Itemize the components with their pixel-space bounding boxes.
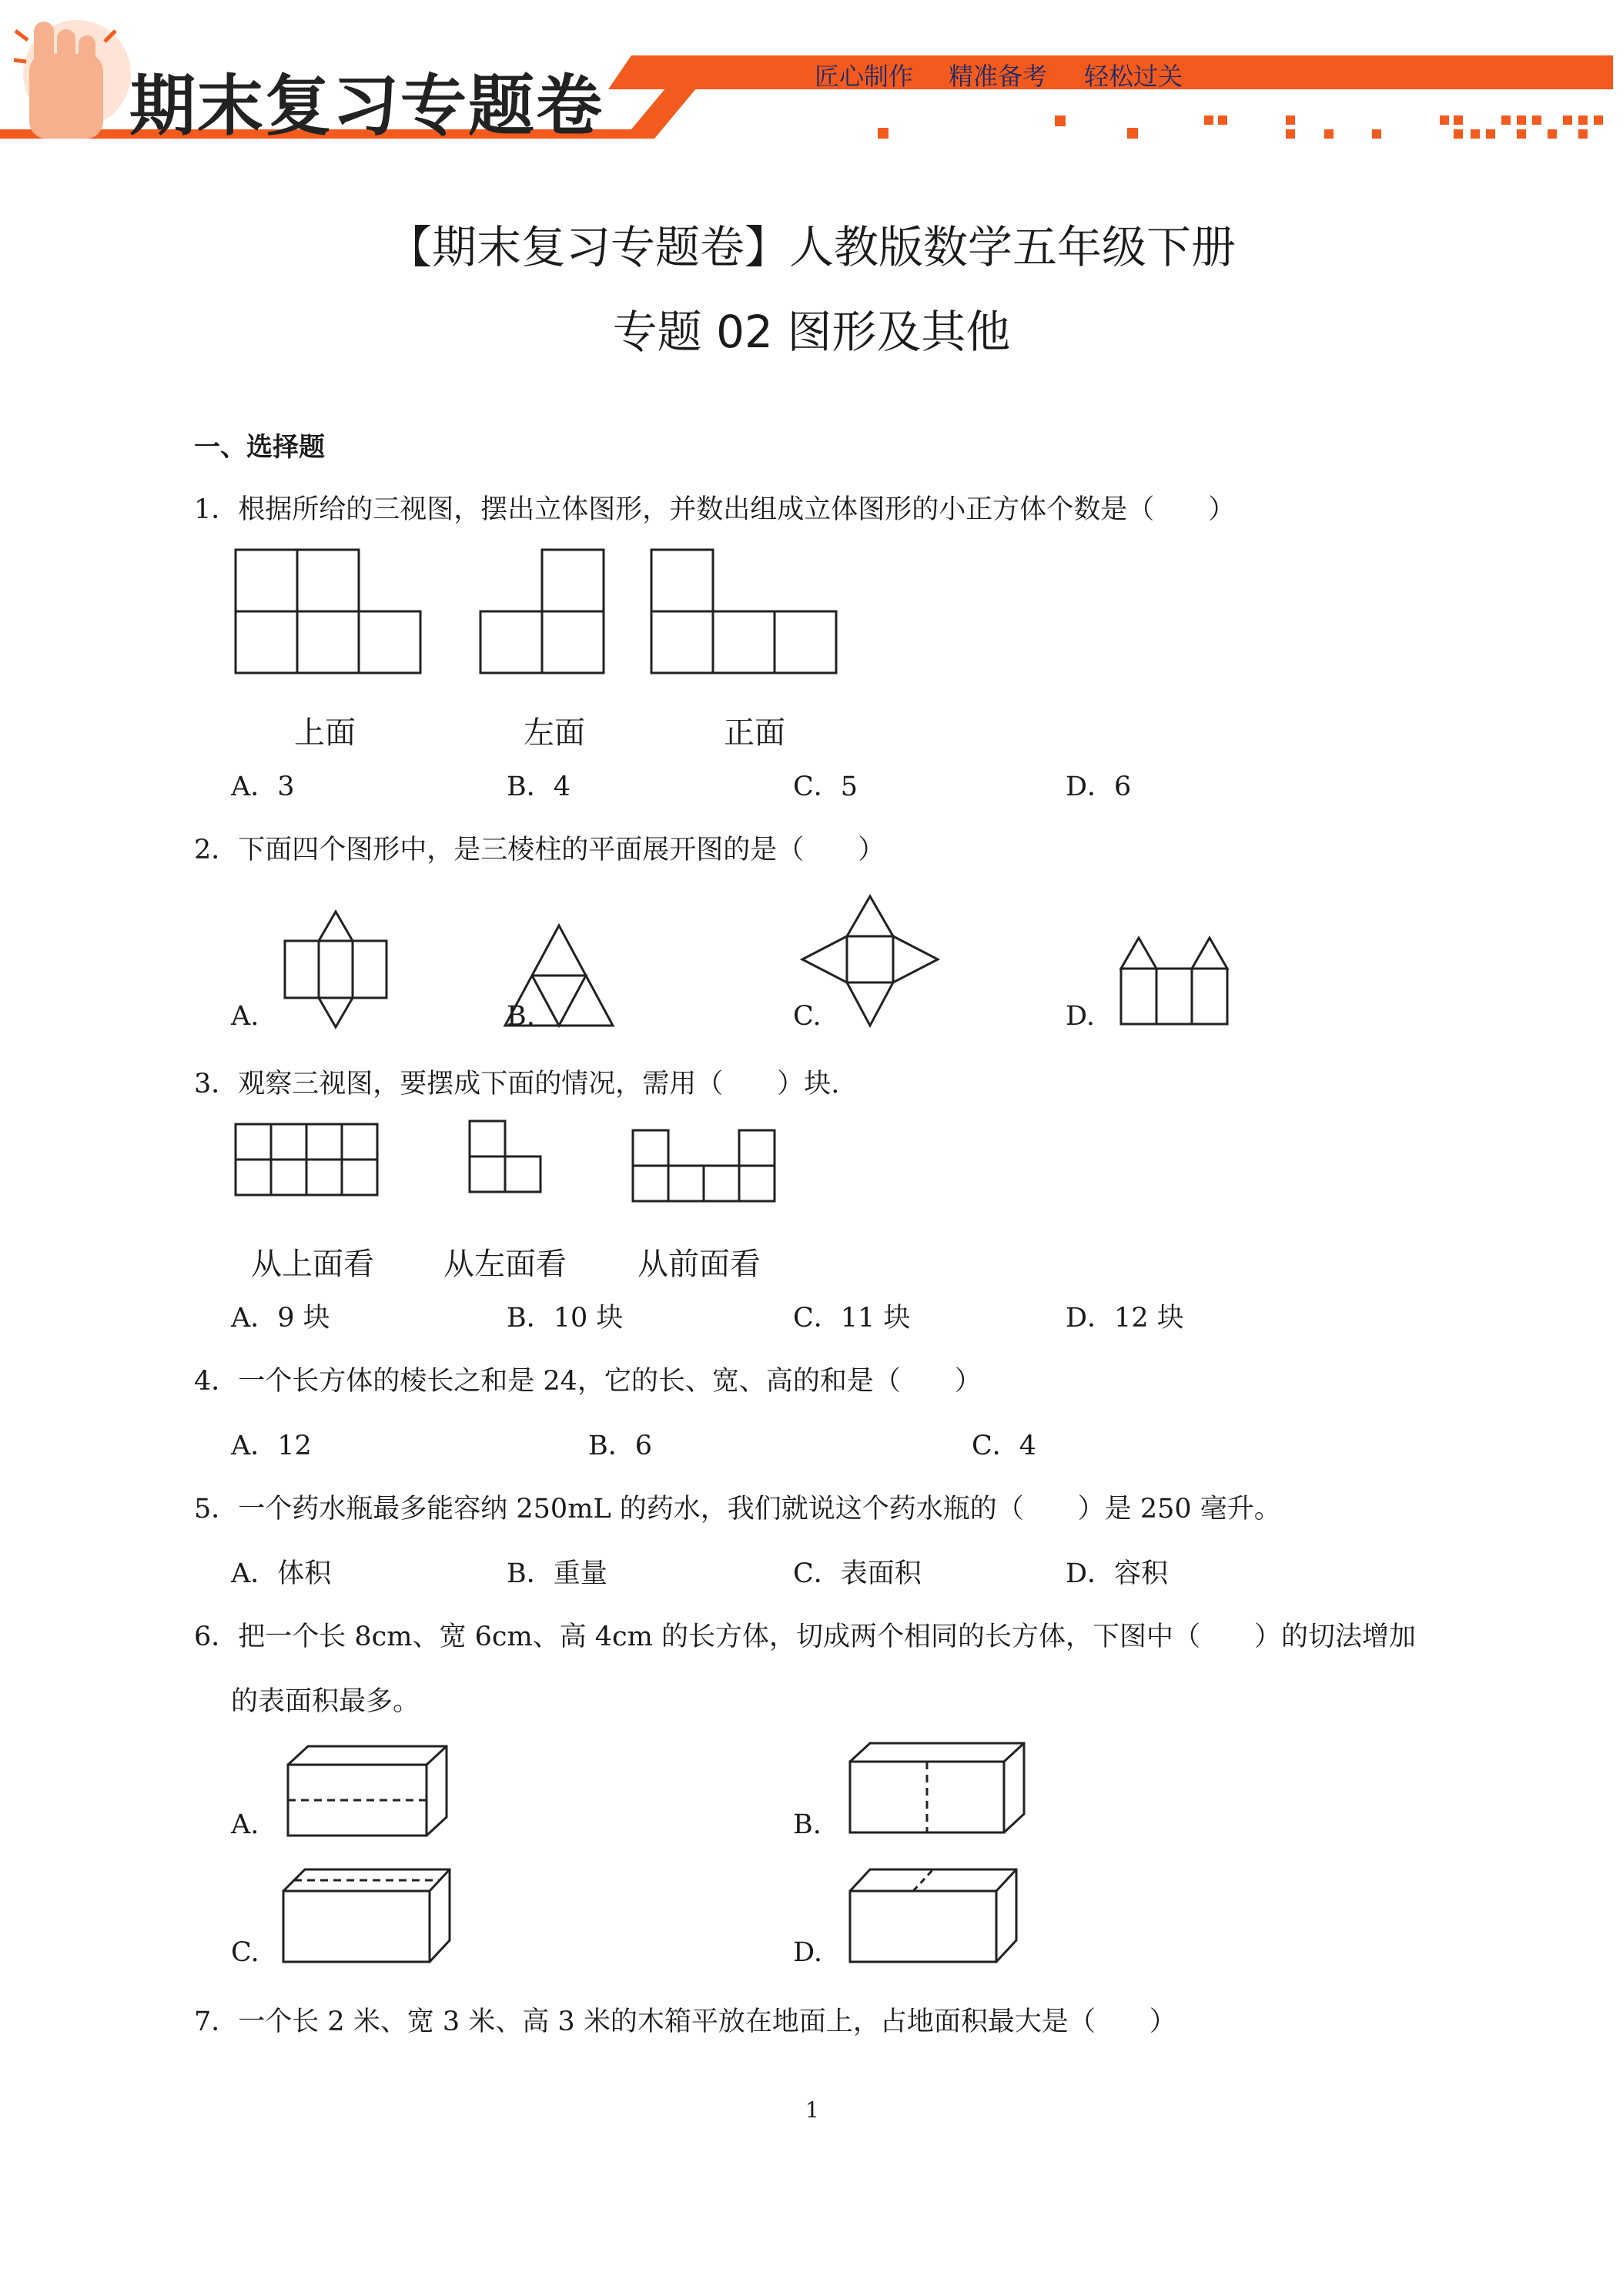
q1-view-front-label: 正面 — [724, 715, 785, 751]
q5-option-c: C．表面积 — [793, 1558, 922, 1589]
banner-slogan-1: 匠心制作 — [815, 62, 914, 91]
q6-option-a: A. — [231, 1809, 259, 1840]
q3-option-a: A．9 块 — [231, 1303, 330, 1334]
q4-option-a: A．12 — [231, 1431, 312, 1461]
q1-option-a: A．3 — [231, 771, 295, 802]
doc-subtitle: 专题 02 图形及其他 — [612, 306, 1011, 358]
q4-option-b: B．6 — [588, 1431, 652, 1461]
q6-option-c: C. — [231, 1937, 259, 1968]
q3-view-left-label: 从左面看 — [443, 1247, 567, 1282]
q1-option-b: B．4 — [507, 771, 571, 802]
question-3: 3．观察三视图，要摆成下面的情况，需用（ ）块. — [194, 1069, 840, 1099]
question-6-line-1: 6．把一个长 8cm、宽 6cm、高 4cm 的长方体，切成两个相同的长方体，下图中（ ）的切法增加 — [194, 1622, 1416, 1652]
q1-view-left-label: 左面 — [524, 715, 585, 751]
q2-option-b: B. — [507, 1001, 535, 1032]
section-heading: 一、选择题 — [194, 432, 325, 463]
q5-option-d: D．容积 — [1066, 1558, 1169, 1589]
question-7: 7．一个长 2 米、宽 3 米、高 3 米的木箱平放在地面上，占地面积最大是（ ） — [194, 2006, 1176, 2037]
q1-option-c: C．5 — [793, 771, 858, 802]
banner-slogan-2: 精准备考 — [949, 62, 1048, 91]
q3-option-c: C．11 块 — [793, 1303, 911, 1334]
question-5: 5．一个药水瓶最多能容纳 250mL 的药水，我们就说这个药水瓶的（ ）是 250 毫升。 — [194, 1494, 1281, 1525]
doc-title: 【期末复习专题卷】人教版数学五年级下册 — [387, 221, 1236, 273]
q3-view-front-label: 从前面看 — [637, 1247, 761, 1282]
q6-option-d: D. — [793, 1937, 822, 1968]
q3-three-views — [231, 1118, 816, 1218]
q5-option-a: A．体积 — [231, 1558, 332, 1589]
q2-option-d: D. — [1066, 1001, 1095, 1032]
question-2: 2．下面四个图形中，是三棱柱的平面展开图的是（ ） — [194, 835, 885, 865]
q3-option-d: D．12 块 — [1066, 1303, 1184, 1334]
q1-view-top-label: 上面 — [294, 715, 356, 751]
page-number: 1 — [805, 2097, 819, 2123]
question-6-line-2: 的表面积最多。 — [231, 1686, 420, 1717]
banner-title: 期末复习专题卷 — [129, 68, 604, 145]
q2-option-c: C. — [793, 1001, 822, 1032]
q6-cut-diagrams — [277, 1737, 1201, 1968]
q4-option-c: C．4 — [972, 1431, 1037, 1461]
q1-option-d: D．6 — [1066, 771, 1132, 802]
question-4: 4．一个长方体的棱长之和是 24，它的长、宽、高的和是（ ） — [194, 1366, 982, 1397]
q5-option-b: B．重量 — [507, 1558, 607, 1589]
q3-view-top-label: 从上面看 — [251, 1247, 374, 1282]
q3-option-b: B．10 块 — [507, 1303, 624, 1334]
q2-nets — [231, 890, 1309, 1036]
banner-slogan-3: 轻松过关 — [1084, 62, 1183, 91]
question-1: 1．根据所给的三视图，摆出立体图形，并数出组成立体图形的小正方体个数是（ ） — [194, 494, 1236, 525]
hand-pointer-icon — [14, 20, 131, 139]
q6-option-b: B. — [793, 1809, 822, 1840]
q2-option-a: A. — [231, 1001, 259, 1032]
q1-three-views — [231, 547, 924, 685]
